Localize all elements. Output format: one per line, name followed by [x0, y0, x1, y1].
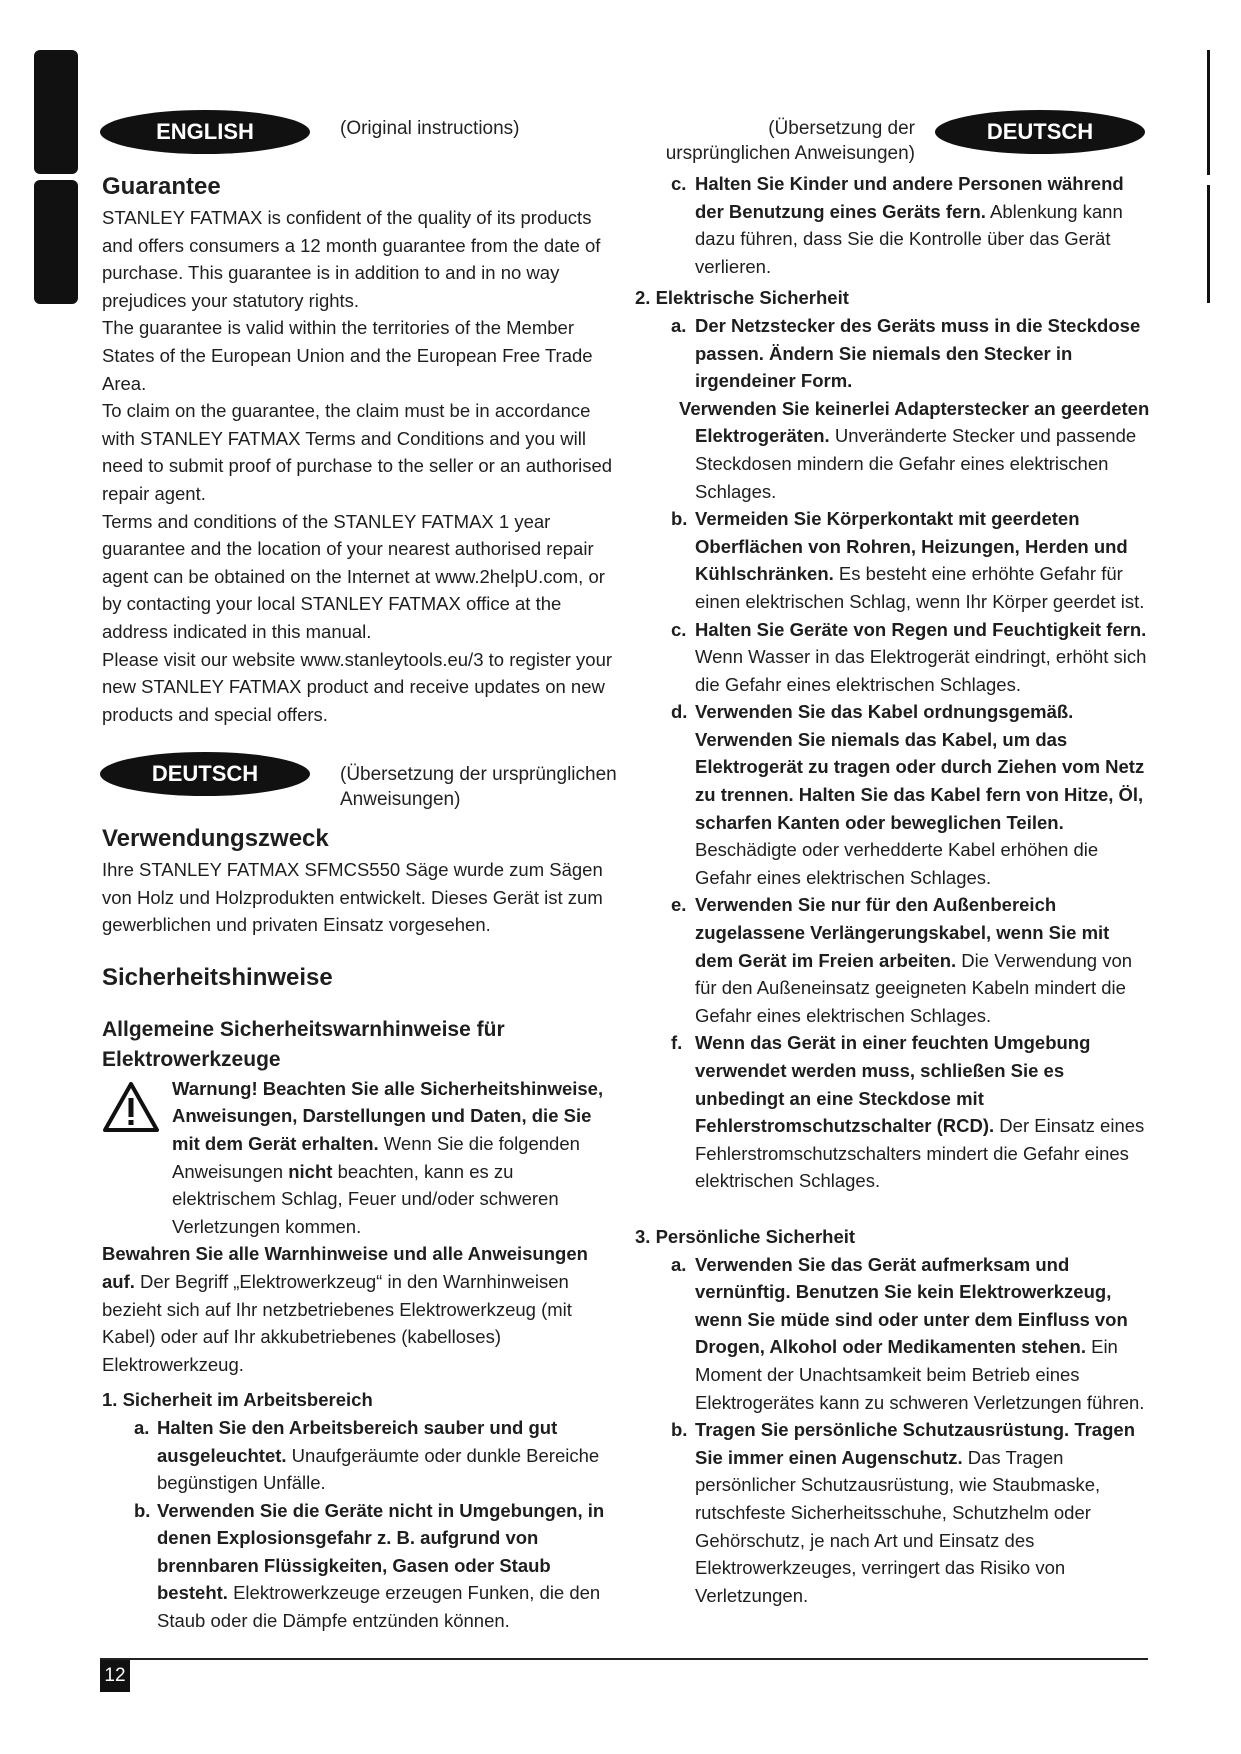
- section1-item-b-text: Elektrowerkzeuge erzeugen Funken, die den Staub oder die Dämpfe entzünden können.: [157, 1582, 601, 1632]
- guarantee-section: [102, 170, 617, 728]
- section2-item-a: [635, 312, 1150, 505]
- footer-rule: [100, 1658, 1148, 1660]
- section1-item-c-bold: Halten Sie Kinder und andere Personen während der Benutzung eines Geräts fern.: [695, 173, 1124, 222]
- section2-item-d: [635, 698, 1150, 891]
- language-pill-deutsch-right: DEUTSCH: [935, 110, 1145, 154]
- section2-item-e: [635, 891, 1150, 1029]
- side-tab-bottom: [34, 180, 78, 304]
- section2-item-b: [635, 505, 1150, 615]
- warning-bold: Warnung! Beachten Sie alle Sicherheitshinweise, Anweisungen, Darstellungen und Daten, die Sie mit dem Gerät erhalten.: [172, 1077, 604, 1154]
- german-right-column: [635, 170, 1150, 1609]
- section2-item-e-text: Die Verwendung von für den Außeneinsatz geeigneten Kabeln mindert die Gefahr eines elektrischen Schlages.: [695, 949, 1133, 1026]
- section1-item-c: [635, 170, 1150, 280]
- section2-item-f-text: Der Einsatz eines Fehlerstromschutzschalters mindert die Gefahr eines elektrischen Schlages.: [695, 1115, 1145, 1192]
- verwendung-text: Ihre STANLEY FATMAX SFMCS550 Säge wurde zum Sägen von Holz und Holzprodukten entwickelt. Dieses Gerät ist zum gewerblichen und privaten Einsatz vorgesehen.: [102, 859, 603, 936]
- german-left-column: [102, 822, 617, 1635]
- section2-item-d-bold: Verwenden Sie das Kabel ordnungsgemäß. Verwenden Sie niemals das Kabel, um das Elektrogerät zu tragen oder durch Ziehen vom Netz zu trennen. Halten Sie das Kabel fern von Hitze, Öl, scharfen Kanten oder beweglichen Teilen.: [695, 701, 1145, 833]
- warning-text-2: beachten, kann es zu elektrischem Schlag, Feuer und/oder schweren Verletzungen kommen.: [172, 1160, 559, 1237]
- section2-item-b-label: b.: [671, 508, 688, 530]
- warning-triangle-icon: [102, 1081, 160, 1133]
- section1-item-b-label: b.: [134, 1499, 151, 1521]
- guarantee-title: Guarantee: [102, 173, 221, 200]
- verwendung-title: Verwendungszweck: [102, 825, 329, 852]
- allgemein-title: Allgemeine Sicherheitswarnhinweise für Elektrowerkzeuge: [102, 1017, 505, 1071]
- section2-item-c-text: Wenn Wasser in das Elektrogerät eindringt, erhöht sich die Gefahr eines elektrischen Schlages.: [695, 646, 1147, 695]
- bewahren-text: Der Begriff „Elektrowerkzeug“ in den Warnhinweisen bezieht sich auf Ihr netzbetriebenes Elektrowerkzeug (mit Kabel) oder auf Ihr akkubetriebenes (kabelloses) Elektrowerkzeug.: [102, 1270, 572, 1375]
- section2-heading: 2. Elektrische Sicherheit: [635, 287, 849, 309]
- section2-item-d-label: d.: [671, 701, 688, 723]
- section2-item-f-label: f.: [671, 1032, 683, 1054]
- sicherheit-title: Sicherheitshinweise: [102, 963, 333, 991]
- section1-item-c-label: c.: [671, 173, 687, 194]
- warning-block: [102, 1075, 617, 1241]
- guarantee-paragraph-1: STANLEY FATMAX is confident of the quality of its products and offers consumers a 12 month guarantee from the date of purchase. This guarantee is in addition to and in no way prejudices your statutory rights.: [102, 207, 601, 311]
- section2-item-a-label: a.: [671, 314, 687, 336]
- section1-item-a-label: a.: [134, 1416, 150, 1438]
- guarantee-paragraph-5: Please visit our website www.stanleytools.eu/3 to register your new STANLEY FATMAX product and receive updates on new products and special offers.: [102, 648, 613, 725]
- section1-item-c-text: Ablenkung kann dazu führen, dass Sie die Kontrolle über das Gerät verlieren.: [695, 200, 1123, 277]
- right-edge-mark-bottom: [1207, 185, 1210, 303]
- warning-text: [172, 1075, 617, 1241]
- section2-item-f-bold: Wenn das Gerät in einer feuchten Umgebung verwendet werden muss, schließen Sie es unbedingt an eine Steckdose mit Fehlerstromschutzschalter (RCD).: [695, 1032, 1091, 1137]
- section1-item-b: [102, 1497, 617, 1635]
- side-tab-top: [34, 50, 78, 174]
- section2-item-b-text: Es besteht eine erhöhte Gefahr für einen elektrischen Schlag, wenn Ihr Körper geerdet ist.: [695, 563, 1145, 612]
- warning-text-1: Wenn Sie die folgenden Anweisungen: [172, 1132, 580, 1182]
- page-number: 12: [100, 1660, 130, 1692]
- section2-item-d-text: Beschädigte oder verhedderte Kabel erhöhen die Gefahr eines elektrischen Schlages.: [695, 839, 1099, 888]
- section2-item-c: [635, 616, 1150, 699]
- language-note-english: (Original instructions): [340, 118, 520, 139]
- section2-item-c-bold: Halten Sie Geräte von Regen und Feuchtigkeit fern.: [695, 618, 1147, 640]
- section3-item-a-label: a.: [671, 1253, 687, 1275]
- section2-item-a2-bold: Verwenden Sie keinerlei Adapterstecker an geerdeten Elektrogeräten.: [679, 397, 1150, 447]
- section1-item-a-bold: Halten Sie den Arbeitsbereich sauber und gut ausgeleuchtet.: [157, 1416, 558, 1466]
- section3-item-a-text: Ein Moment der Unachtsamkeit beim Betrieb eines Elektrogerätes kann zu schweren Verletzungen führen.: [695, 1336, 1145, 1413]
- right-edge-mark-top: [1207, 50, 1210, 175]
- guarantee-paragraph-4: Terms and conditions of the STANLEY FATMAX 1 year guarantee and the location of your nearest authorised repair agent can be obtained on the Internet at www.2helpU.com, or by contacting your local STANLEY FATMAX office at the address indicated in this manual.: [102, 510, 605, 642]
- section2-item-e-label: e.: [671, 894, 687, 916]
- guarantee-paragraph-3: To claim on the guarantee, the claim must be in accordance with STANLEY FATMAX Terms and Conditions and you will need to submit proof of purchase to the seller or an authorised repair agent.: [102, 400, 613, 504]
- section3-item-a-bold: Verwenden Sie das Gerät aufmerksam und vernünftig. Benutzen Sie kein Elektrowerkzeug, wenn Sie müde sind oder unter dem Einfluss von Drogen, Alkohol oder Medikamenten stehen.: [695, 1253, 1128, 1358]
- language-note-deutsch-left: (Übersetzung der ursprünglichen Anweisungen): [340, 764, 617, 810]
- language-pill-deutsch-left: DEUTSCH: [100, 752, 310, 796]
- language-note-deutsch-right: (Übersetzung der ursprünglichen Anweisungen): [665, 118, 915, 164]
- guarantee-paragraph-2: The guarantee is valid within the territories of the Member States of the European Union and the European Free Trade Area.: [102, 317, 593, 394]
- bewahren-paragraph: [102, 1240, 617, 1378]
- bewahren-bold: Bewahren Sie alle Warnhinweise und alle Anweisungen auf.: [102, 1243, 588, 1292]
- section3-heading: 3. Persönliche Sicherheit: [635, 1225, 856, 1247]
- section2-item-f: [635, 1029, 1150, 1195]
- section2-item-e-bold: Verwenden Sie nur für den Außenbereich zugelassene Verlängerungskabel, wenn Sie mit dem Gerät im Freien arbeiten.: [695, 894, 1110, 971]
- section1-item-a-text: Unaufgeräumte oder dunkle Bereiche begünstigen Unfälle.: [157, 1444, 600, 1494]
- language-pill-english: ENGLISH: [100, 110, 310, 154]
- section3-item-b: [635, 1416, 1150, 1609]
- section1-item-a: [102, 1414, 617, 1497]
- section3-item-b-label: b.: [671, 1419, 688, 1441]
- section2-item-a-bold: Der Netzstecker des Geräts muss in die Steckdose passen. Ändern Sie niemals den Stecker in irgendeiner Form.: [695, 314, 1141, 392]
- section2-item-c-label: c.: [671, 618, 687, 640]
- warning-text-nicht: nicht: [288, 1160, 333, 1182]
- section3-item-b-bold: Tragen Sie persönliche Schutzausrüstung. Tragen Sie immer einen Augenschutz.: [695, 1419, 1135, 1468]
- section3-item-b-text: Das Tragen persönlicher Schutzausrüstung, wie Staubmaske, rutschfeste Sicherheitsschuhe, Schutzhelm oder Gehörschutz, je nach Art und Einsatz des Elektrowerkzeuges, verringert das Risiko von Verletzungen.: [695, 1446, 1101, 1606]
- section2-item-a2-text: Unveränderte Stecker und passende Steckdosen mindern die Gefahr eines elektrischen Schlages.: [695, 425, 1137, 502]
- section2-item-b-bold: Vermeiden Sie Körperkontakt mit geerdeten Oberflächen von Rohren, Heizungen, Herden und Kühlschränken.: [695, 508, 1128, 585]
- section1-heading: 1. Sicherheit im Arbeitsbereich: [102, 1389, 373, 1411]
- section1-item-b-bold: Verwenden Sie die Geräte nicht in Umgebungen, in denen Explosionsgefahr z. B. aufgrund von brennbaren Flüssigkeiten, Gasen oder Staub besteht.: [157, 1499, 605, 1604]
- section3-item-a: [635, 1251, 1150, 1417]
